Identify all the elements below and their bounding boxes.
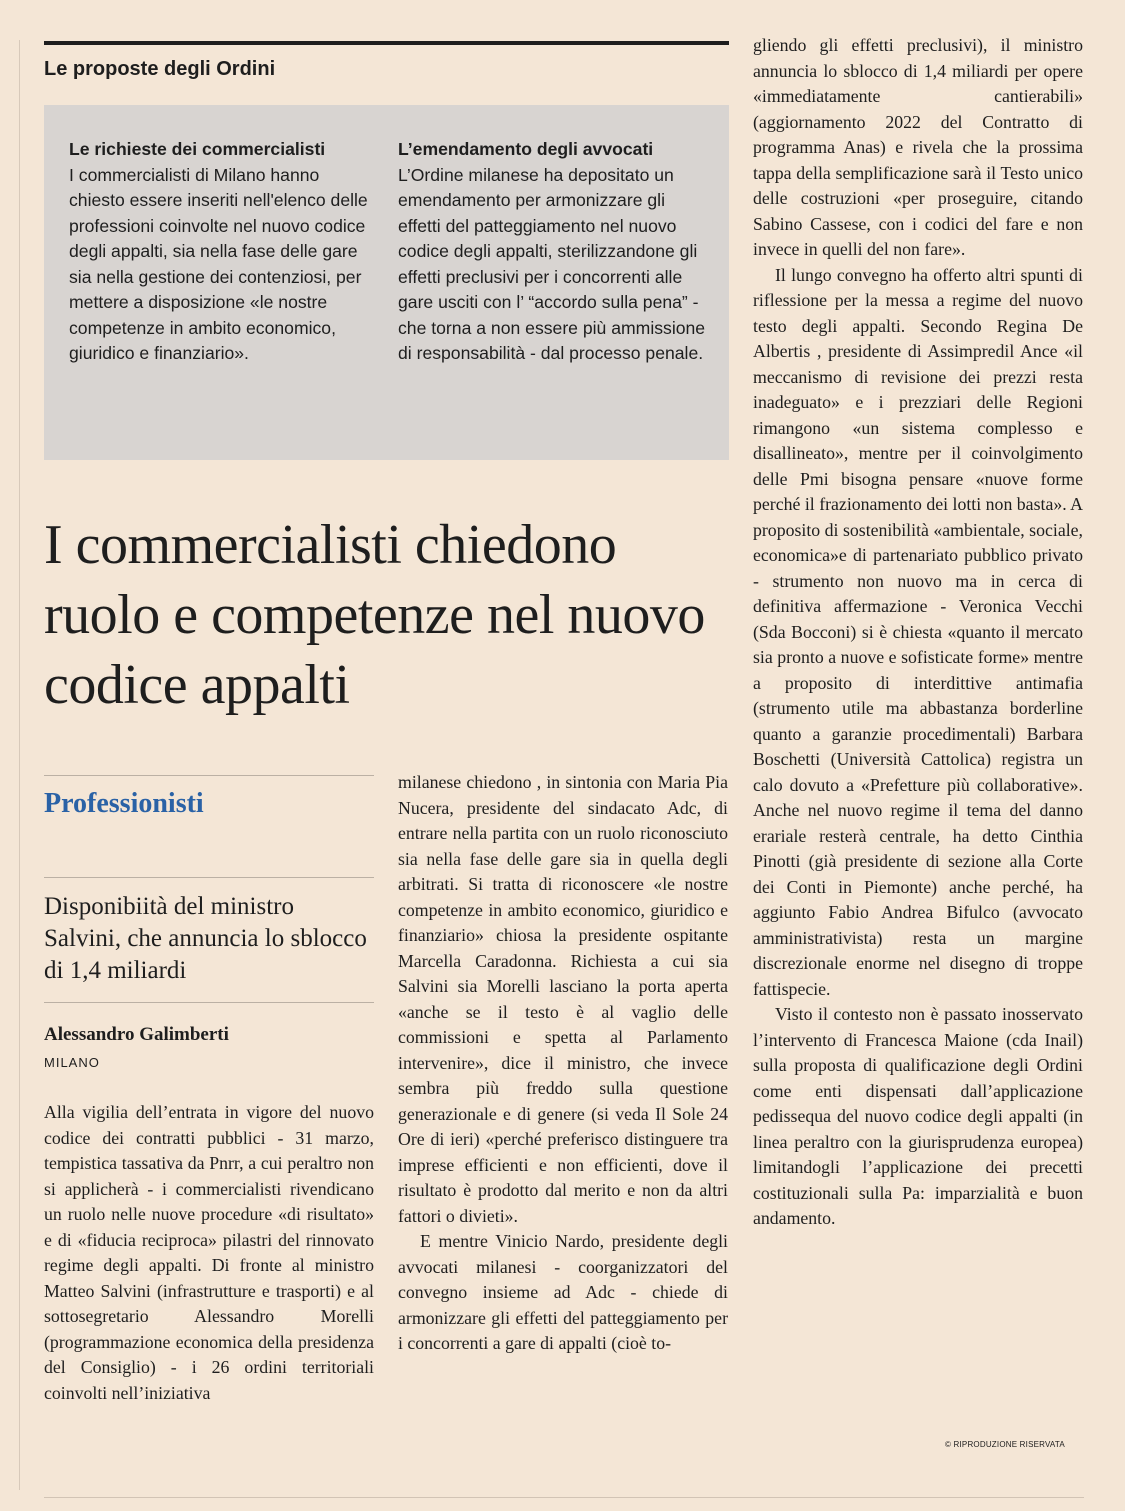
body-paragraph: Alla vigilia dell’entrata in vigore del nuovo codice dei contratti pubblici - 31 marzo, tempistica tassativa da Pnrr, a cui peraltro non si applicherà - i commercialisti rivendicano un ruolo nelle nuove procedure «di risultato» e di «fiducia reciproca» pilastri del rinnovato regime degli appalti. Di fronte al ministro Matteo Salvini (infrastrutture e trasporti) e al sottosegretario Alessandro Morelli (programmazione economica della presidenza del Consiglio) - i 26 ordini territoriali coinvolti nell’iniziativa <box>44 1102 374 1403</box>
body-column-1 <box>44 1100 374 1406</box>
box-avvocati-title: L’emendamento degli avvocati <box>398 139 654 159</box>
box-commercialisti-text: I commercialisti di Milano hanno chiesto essere inseriti nell'elenco delle professioni coinvolte nel nuovo codice degli appalti, sia nella fase delle gare sia nella gestione dei contenziosi, per mettere a disposizione «le nostre competenze in ambito economico, giuridico e finanziario». <box>69 164 368 363</box>
boxes-section-label: Le proposte degli Ordini <box>44 58 276 80</box>
body-paragraph: E mentre Vinicio Nardo, presidente degli avvocati milanesi - coorganizzatori del convegno insieme ad Adc - chiede di armonizzare gli effetti del patteggiamento per i concorrenti a gare di appalti (cioè to- <box>398 1231 728 1353</box>
body-paragraph: Il lungo convegno ha offerto altri spunti di riflessione per la messa a regime del nuovo testo degli appalti. Secondo Regina De Albertis , presidente di Assimpredil Ance «il meccanismo di revisione dei prezzi resta inadeguato» e i prezziari delle Regioni rimangono «un sistema complesso e disallineato», mentre per il coinvolgimento delle Pmi bisogna pensare «nuove forme perché il frazionamento dei lotti non basta». A proposito di sostenibilità «ambientale, sociale, economica»e di partenariato pubblico privato - strumento non nuovo ma in cerca di definitiva affermazione - Veronica Vecchi (Sda Bocconi) si è chiesta «quanto il mercato sia pronto a nuove e sofisticate forme» mentre a proposito di interdittive antimafia (strumento utile ma abbastanza borderline quanto a garanzie procedimentali) Barbara Boschetti (Università Cattolica) registra un calo dovuto a «Prefetture più collaborative». Anche nel nuovo regime il tema del danno erariale resterà centrale, ha detto Cinthia Pinotti (già presidente di sezione alla Corte dei Conti in Piemonte) anche perché, ha aggiunto Fabio Andrea Bifulco (avvocato amministrativista) resta un margine discrezionale enorme nel disegno di troppe fattispecie. <box>753 264 1083 999</box>
section-top-rule <box>44 41 729 45</box>
body-paragraph: gliendo gli effetti preclusivi), il ministro annuncia lo sblocco di 1,4 miliardi per opere «immediatamente cantierabili» (aggiornamento 2022 del Contratto di programma Anas) e rivela che la prossima tappa della semplificazione sarà il Testo unico delle costruzioni «per proseguire, citando Sabino Cassese, con i codici del fare e non invece in quelli del non fare». <box>753 35 1083 259</box>
copyright-notice: © RIPRODUZIONE RISERVATA <box>945 1440 1065 1449</box>
box-commercialisti <box>69 137 375 367</box>
box-commercialisti-title: Le richieste dei commercialisti <box>69 139 326 159</box>
subtitle-top-rule <box>44 877 374 878</box>
page-bottom-rule <box>44 1497 1084 1498</box>
dateline-location: MILANO <box>44 1055 100 1070</box>
article-subtitle: Disponibiità del ministro Salvini, che annuncia lo sblocco di 1,4 miliardi <box>44 893 367 984</box>
body-paragraph: milanese chiedono , in sintonia con Maria Pia Nucera, presidente del sindacato Adc, di entrare nella partita con un ruolo riconosciuto sia nella fase delle gare sia in quella degli arbitrati. Si tratta di riconoscere «le nostre competenze in ambito economico, giuridico e finanziario» chiosa la presidente ospitante Marcella Caradonna. Richiesta a cui sia Salvini sia Morelli lasciano la porta aperta «anche se il testo è al vaglio delle commissioni e spetta al Parlamento intervenire», dice il ministro, che invece sembra più freddo sulla questione generazionale e di genere (si veda Il Sole 24 Ore di ieri) «perché preferisco distinguere tra imprese efficienti e non efficienti, dove il risultato è prodotto dal merito e non da altri fattori o divieti». <box>398 772 728 1226</box>
box-avvocati-text: L’Ordine milanese ha depositato un emendamento per armonizzare gli effetti del patteggiamento nel nuovo codice degli appalti, sterilizzandone gli effetti preclusivi per i concorrenti alle gare usciti con l’ “accordo sulla pena” - che torna a non essere più ammissione di responsabilità - dal processo penale. <box>398 164 706 363</box>
subtitle-bottom-rule <box>44 1002 374 1003</box>
article-headline: I commercialisti chiedono ruolo e competenze nel nuovo codice appalti <box>44 514 705 716</box>
box-avvocati <box>398 137 706 367</box>
body-column-2 <box>398 770 728 1357</box>
body-paragraph: Visto il contesto non è passato inosservato l’intervento di Francesca Maione (cda Inail) sulla proposta di qualificazione degli Ordini come enti dispensati dall’applicazione pedissequa del nuovo codice degli appalti (in linea peraltro con la giurisprudenza europea) limitandogli l’applicazione dei precetti costituzionali sulla Pa: imparzialità e buon andamento. <box>753 1004 1083 1228</box>
page-margin-line <box>19 40 20 1490</box>
kicker-top-rule <box>44 775 374 776</box>
body-column-3 <box>753 33 1083 1232</box>
article-kicker: Professionisti <box>44 788 204 819</box>
author-name: Alessandro Galimberti <box>44 1024 229 1045</box>
